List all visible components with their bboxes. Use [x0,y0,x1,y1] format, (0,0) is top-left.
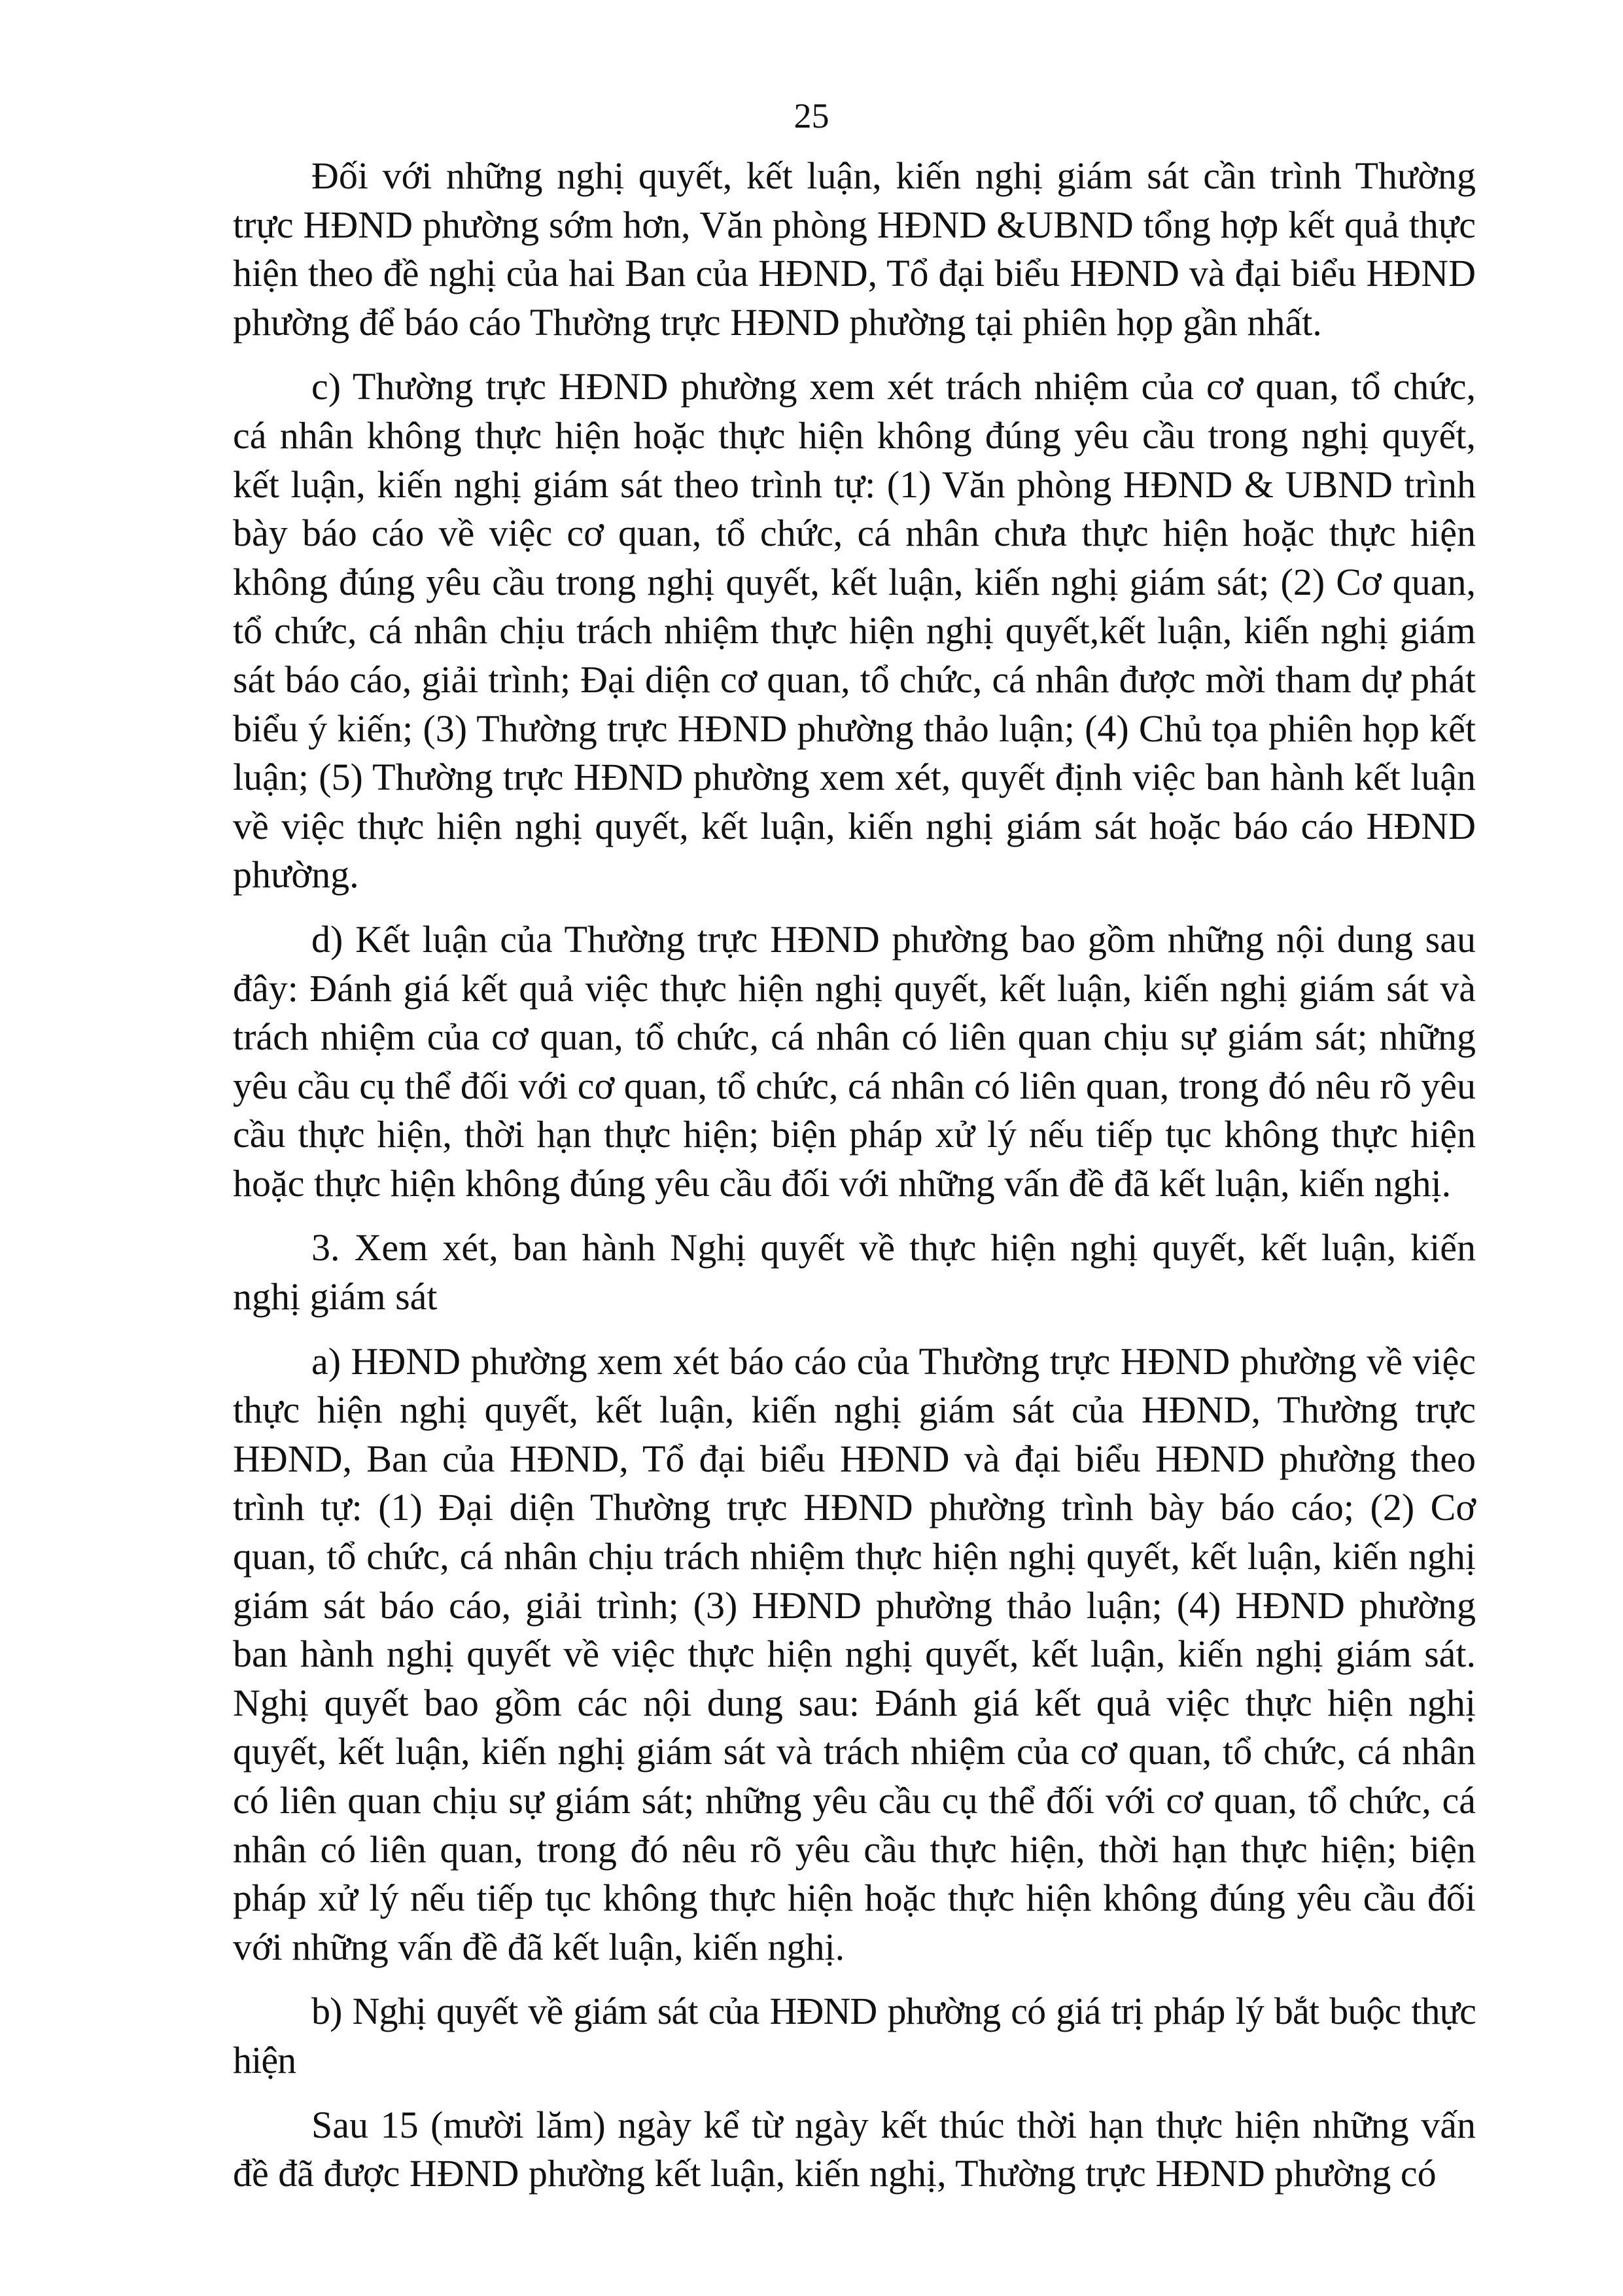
paragraph-b-legal-validity: b) Nghị quyết về giám sát của HĐND phường có giá trị pháp lý bắt buộc thực hiện [233,1990,1476,2081]
paragraph-d-conclusion-content: d) Kết luận của Thường trực HĐND phường bao gồm những nội dung sau đây: Đánh giá kết quả việc thực hiện nghị quyết, kết luận, kiến nghị giám sát và trách nhiệm của cơ quan, tổ chức, cá nhân có liên quan chịu sự giám sát; những yêu cầu cụ thể đối với cơ quan, tổ chức, cá nhân có liên quan, trong đó nêu rõ yêu cầu thực hiện, thời hạn thực hiện; biện pháp xử lý nếu tiếp tục không thực hiện hoặc thực hiện không đúng yêu cầu đối với những vấn đề đã kết luận, kiến nghị. [233,917,1476,1205]
paragraph-c-responsibility-review: c) Thường trực HĐND phường xem xét trách nhiệm của cơ quan, tổ chức, cá nhân không thực hiện hoặc thực hiện không đúng yêu cầu trong nghị quyết, kết luận, kiến nghị giám sát theo trình tự: (1) Văn phòng HĐND & UBND trình bày báo cáo về việc cơ quan, tổ chức, cá nhân chưa thực hiện hoặc thực hiện không đúng yêu cầu trong nghị quyết, kết luận, kiến nghị giám sát; (2) Cơ quan, tổ chức, cá nhân chịu trách nhiệm thực hiện nghị quyết,kết luận, kiến nghị giám sát báo cáo, giải trình; Đại diện cơ quan, tổ chức, cá nhân được mời tham dự phát biểu ý kiến; (3) Thường trực HĐND phường thảo luận; (4) Chủ tọa phiên họp kết luận; (5) Thường trực HĐND phường xem xét, quyết định việc ban hành kết luận về việc thực hiện nghị quyết, kết luận, kiến nghị giám sát hoặc báo cáo HĐND phường. [233,365,1476,896]
section-heading-3: 3. Xem xét, ban hành Nghị quyết về thực hiện nghị quyết, kết luận, kiến nghị giám sát [233,1226,1476,1318]
paragraph-a-council-review: a) HĐND phường xem xét báo cáo của Thường trực HĐND phường về việc thực hiện nghị quyết, kết luận, kiến nghị giám sát của HĐND, Thường trực HĐND, Ban của HĐND, Tổ đại biểu HĐND và đại biểu HĐND phường theo trình tự: (1) Đại diện Thường trực HĐND phường trình bày báo cáo; (2) Cơ quan, tổ chức, cá nhân chịu trách nhiệm thực hiện nghị quyết, kết luận, kiến nghị giám sát báo cáo, giải trình; (3) HĐND phường thảo luận; (4) HĐND phường ban hành nghị quyết về việc thực hiện nghị quyết, kết luận, kiến nghị giám sát. Nghị quyết bao gồm các nội dung sau: Đánh giá kết quả việc thực hiện nghị quyết, kết luận, kiến nghị giám sát và trách nhiệm của cơ quan, tổ chức, cá nhân có liên quan chịu sự giám sát; những yêu cầu cụ thể đối với cơ quan, tổ chức, cá nhân có liên quan, trong đó nêu rõ yêu cầu thực hiện, thời hạn thực hiện; biện pháp xử lý nếu tiếp tục không thực hiện hoặc thực hiện không đúng yêu cầu đối với những vấn đề đã kết luận, kiến nghị. [233,1339,1476,1968]
paragraph-summary-report: Đối với những nghị quyết, kết luận, kiến nghị giám sát cần trình Thường trực HĐND phường sớm hơn, Văn phòng HĐND &UBND tổng hợp kết quả thực hiện theo đề nghị của hai Ban của HĐND, Tổ đại biểu HĐND và đại biểu HĐND phường để báo cáo Thường trực HĐND phường tại phiên họp gần nhất. [233,154,1476,344]
document-body [233,152,1476,2214]
paragraph-follow-up: Sau 15 (mười lăm) ngày kể từ ngày kết thúc thời hạn thực hiện những vấn đề đã được HĐND phường kết luận, kiến nghị, Thường trực HĐND phường có [233,2103,1476,2195]
page-number: 25 [794,96,829,135]
